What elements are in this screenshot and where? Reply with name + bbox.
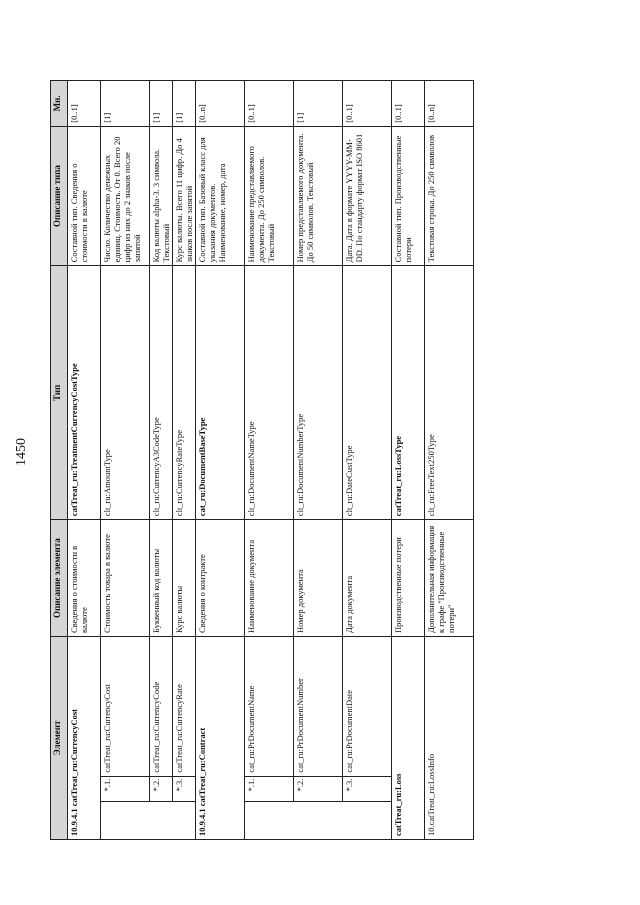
indent-cell	[173, 801, 196, 839]
element-desc-cell: Наименование документа	[245, 520, 294, 637]
row-index: 10.9.4.1	[69, 808, 79, 836]
row-index: 10.	[426, 825, 437, 836]
element-desc-cell: Сведения о стоимости в валюте	[68, 520, 101, 637]
mn-cell: [1]	[294, 81, 343, 127]
row-index: *.2.	[294, 776, 343, 801]
row-index: 10.9.4.1	[197, 808, 208, 836]
type-cell: cat_ru:DocumentBaseType	[196, 266, 245, 520]
element-name: cat_ru:PrDocumentDate	[343, 636, 392, 776]
mn-cell: [0..1]	[343, 81, 392, 127]
table-row	[101, 81, 150, 840]
type-cell: catTreat_ru:TreatmentCurrencyCostType	[68, 266, 101, 520]
element-name: catTreat_ru:CurrencyCode	[150, 636, 173, 776]
element-cell	[68, 636, 101, 839]
type-cell: clt_ru:CurrencyA3CodeType	[150, 266, 173, 520]
row-index: *.1.	[245, 776, 294, 801]
indent-cell	[101, 801, 150, 839]
indent-cell	[245, 801, 294, 839]
mn-cell: [1]	[150, 81, 173, 127]
element-desc-cell: Буквенный код валюты	[150, 520, 173, 637]
row-index: *.3.	[173, 776, 196, 801]
type-desc-cell: Число. Количество денежных единиц. Стоимость. От 0. Всего 20 цифр из них до 2 знаков после запятой	[101, 126, 150, 266]
row-index: *.3.	[343, 776, 392, 801]
mn-cell: [0..n]	[196, 81, 245, 127]
header-element: Элемент	[51, 636, 68, 839]
row-index: *.1.	[101, 776, 150, 801]
header-row	[51, 81, 68, 840]
rotated-table-container	[50, 80, 610, 840]
table-row	[173, 81, 196, 840]
table-row	[150, 81, 173, 840]
mn-cell: [0..1]	[245, 81, 294, 127]
element-desc-cell: Производственные потери	[392, 520, 425, 637]
element-desc-cell: Курс валюты	[173, 520, 196, 637]
element-name: catTreat_ru:Loss	[393, 773, 404, 836]
indent-cell	[150, 801, 173, 839]
header-mn: Мн.	[51, 81, 68, 127]
type-cell: catTreat_ru:LossType	[392, 266, 425, 520]
element-cell	[392, 636, 425, 839]
type-desc-cell: Дата. Дата в формате YYYY-MM-DD. По стандарту формат ISO 8601	[343, 126, 392, 266]
element-cell	[196, 636, 245, 839]
table-row	[245, 81, 294, 840]
indent-cell	[343, 801, 392, 839]
table-row	[343, 81, 392, 840]
type-desc-cell: Составной тип. Производственные потери	[392, 126, 425, 266]
type-cell: clt_ru:DateCustType	[343, 266, 392, 520]
type-cell: clt_ru:FreeText250Type	[425, 266, 474, 520]
element-name: cat_ru:PrDocumentName	[245, 636, 294, 776]
type-desc-cell: Текстовая строка. До 250 символов	[425, 126, 474, 266]
type-cell: clt_ru:CurrencyRateType	[173, 266, 196, 520]
type-desc-cell: Код валюты alpha-3. 3 символа. Текстовый	[150, 126, 173, 266]
element-name: catTreat_ru:CurrencyCost	[69, 708, 79, 807]
element-desc-cell: Дополнительная информация к графе "Производственные потери"	[425, 520, 474, 637]
type-cell: clt_ru:AmountType	[101, 266, 150, 520]
element-cell	[425, 636, 474, 839]
schema-table	[50, 80, 474, 840]
mn-cell: [0..n]	[425, 81, 474, 127]
mn-cell: [0..1]	[68, 81, 101, 127]
table-row	[196, 81, 245, 840]
page-number: 1450	[14, 438, 29, 466]
type-desc-cell: Составной тип. Базовый класс для указания документов. Наименование, номер, дата	[196, 126, 245, 266]
row-index: *.2.	[150, 776, 173, 801]
table-row	[68, 81, 101, 840]
table-row	[392, 81, 425, 840]
element-name: catTreat_ru:CurrencyRate	[173, 636, 196, 776]
mn-cell: [1]	[173, 81, 196, 127]
type-cell: clt_ru:DocumentNameType	[245, 266, 294, 520]
element-desc-cell: Дата документа	[343, 520, 392, 637]
element-desc-cell: Стоимость товара в валюте	[101, 520, 150, 637]
element-desc-cell: Сведения о контракте	[196, 520, 245, 637]
header-type: Тип	[51, 266, 68, 520]
header-type-desc: Описание типа	[51, 126, 68, 266]
element-name: catTreat_ru:LossInfo	[426, 753, 437, 826]
element-desc-cell: Номер документа	[294, 520, 343, 637]
element-name: catTreat_ru:Contract	[197, 727, 208, 807]
mn-cell: [0..1]	[392, 81, 425, 127]
type-desc-cell: Курс валюты. Всего 11 цифр. До 4 знаков после запятой	[173, 126, 196, 266]
type-cell: clt_ru:DocumentNumberType	[294, 266, 343, 520]
element-name: cat_ru:PrDocumentNumber	[294, 636, 343, 776]
type-desc-cell: Наименование представляемого документа. До 250 символов. Текстовый	[245, 126, 294, 266]
table-row	[294, 81, 343, 840]
indent-cell	[294, 801, 343, 839]
element-name: catTreat_ru:CurrencyCost	[101, 636, 150, 776]
type-desc-cell: Составной тип. Сведения о стоимости в валюте	[68, 126, 101, 266]
table-row	[425, 81, 474, 840]
header-element-desc: Описание элемента	[51, 520, 68, 637]
type-desc-cell: Номер представляемого документа. До 50 символов. Текстовый	[294, 126, 343, 266]
mn-cell: [1]	[101, 81, 150, 127]
